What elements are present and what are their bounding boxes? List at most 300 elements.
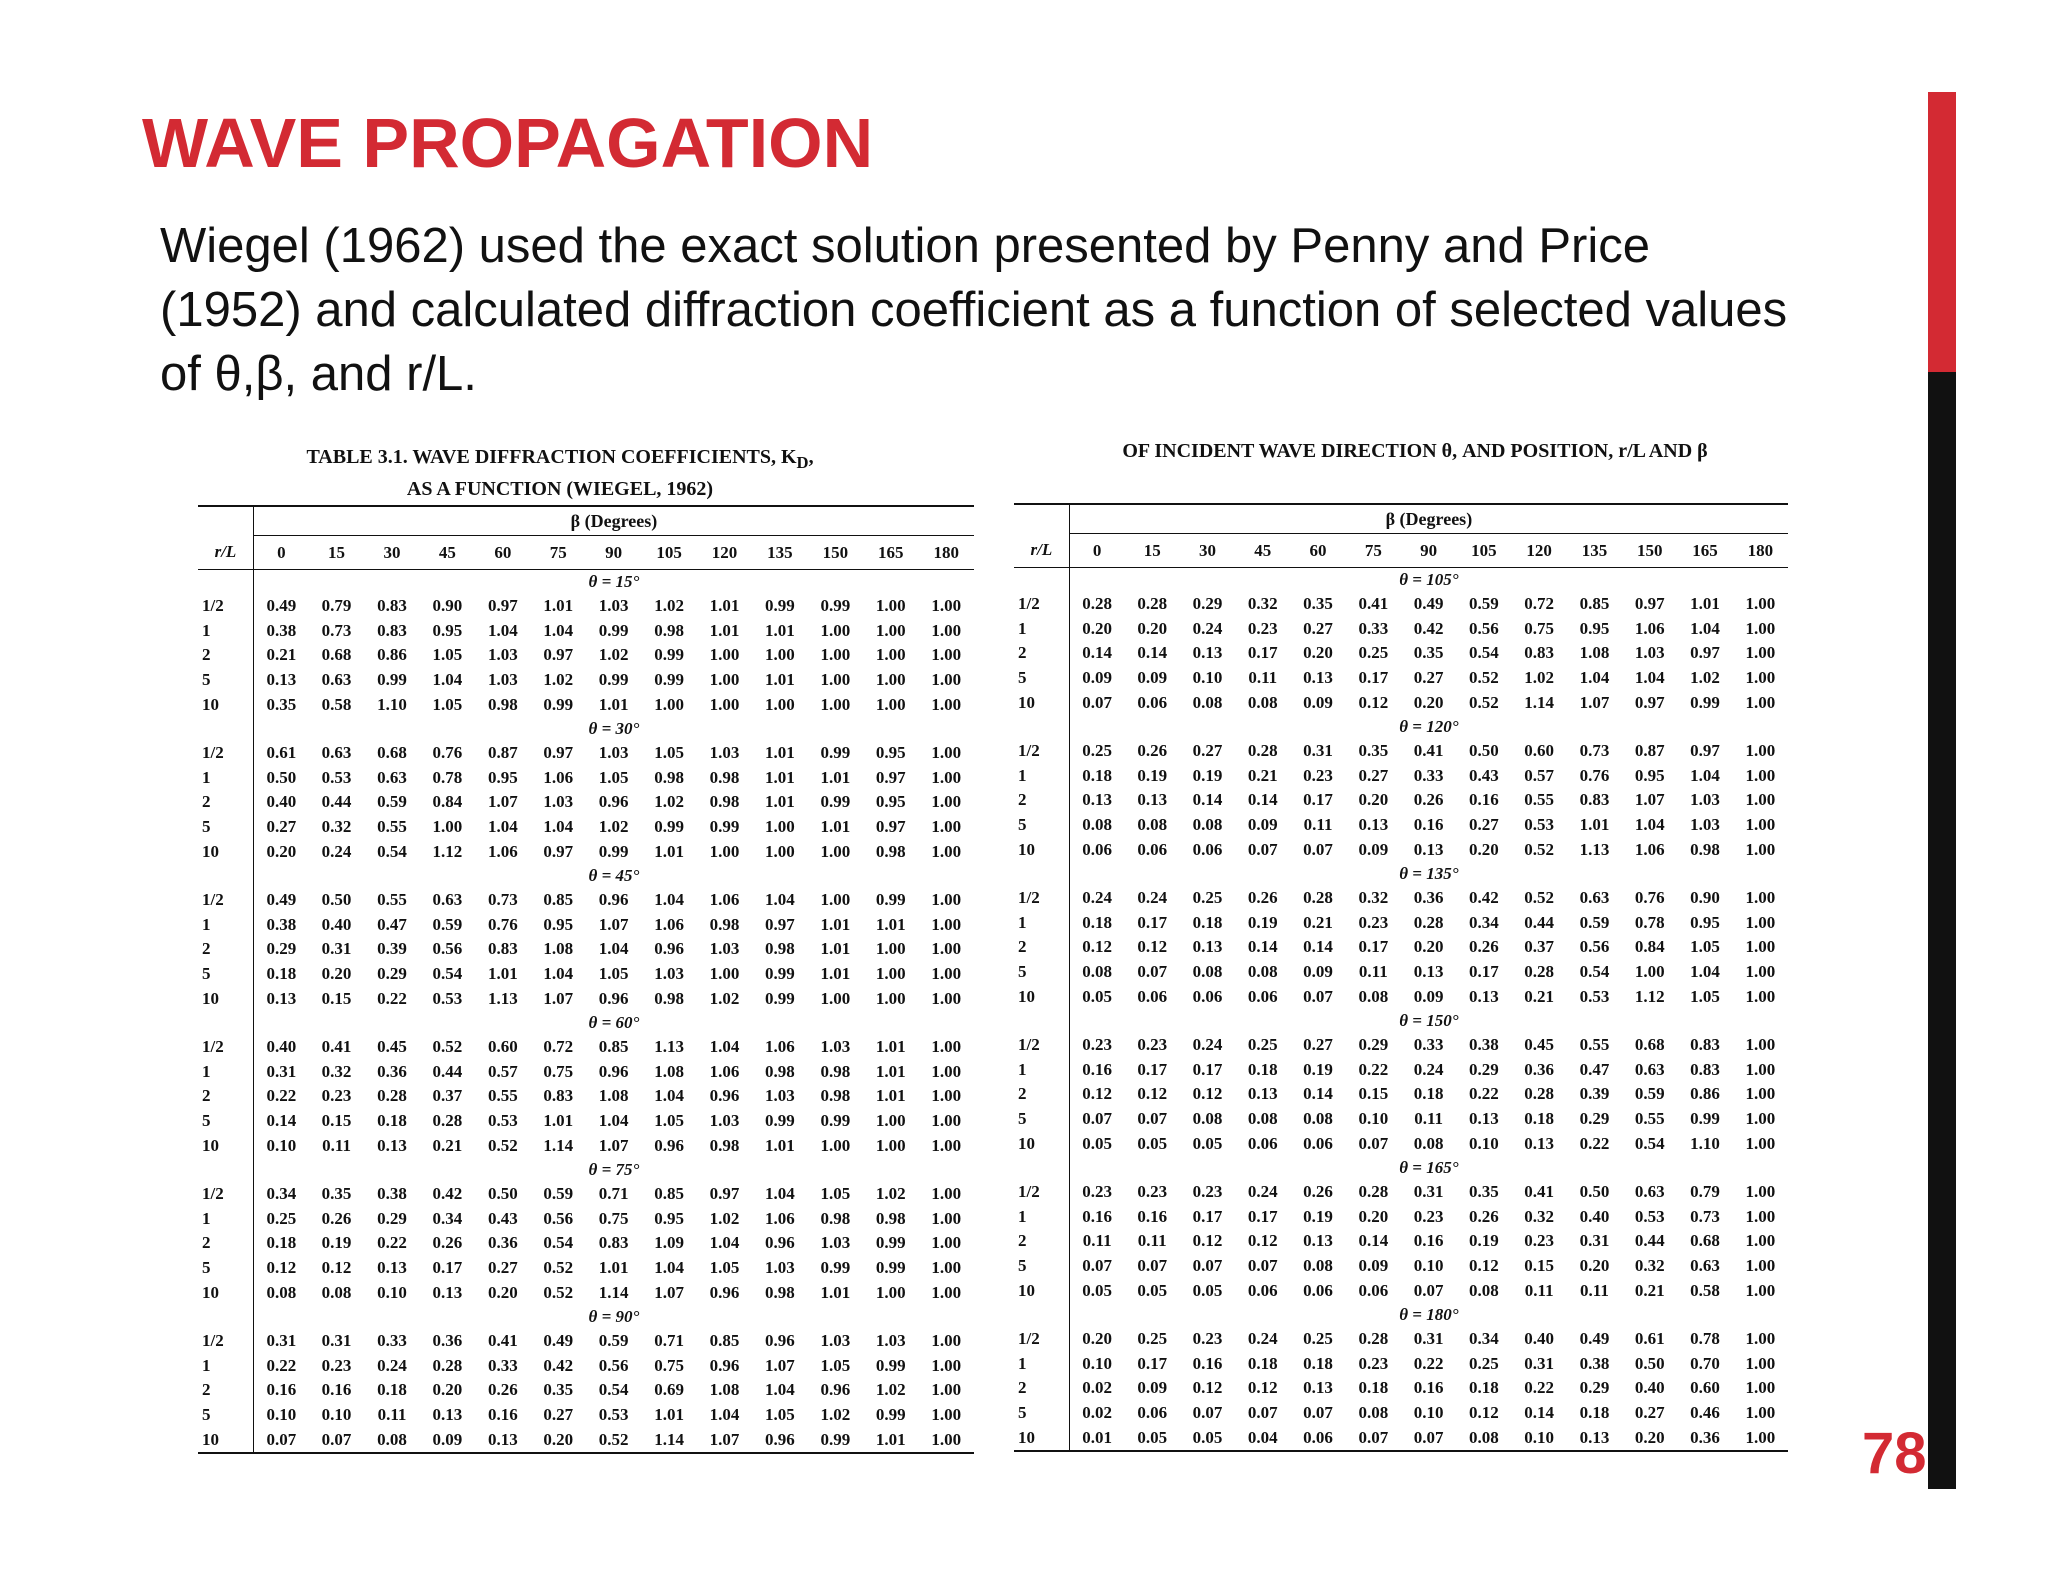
beta-degrees-header: β (Degrees)	[1069, 504, 1788, 534]
kd-value: 0.14	[1303, 1084, 1333, 1104]
table-row	[1014, 1401, 1788, 1426]
kd-value: 1.03	[487, 645, 518, 665]
kd-value: 0.97	[1690, 741, 1720, 761]
kd-value: 0.99	[820, 792, 851, 812]
kd-value: 0.36	[1524, 1059, 1555, 1079]
kd-value: 0.45	[1524, 1035, 1555, 1055]
kd-value: 0.42	[543, 1355, 574, 1375]
kd-value: 0.49	[1413, 594, 1444, 614]
kd-value: 1.00	[875, 939, 906, 959]
kd-value: 0.19	[1469, 1231, 1499, 1251]
rl-value: 5	[1014, 813, 1069, 838]
kd-value: 0.05	[1192, 1280, 1223, 1300]
kd-value: 1.00	[1745, 1378, 1776, 1398]
kd-value: 1.10	[377, 694, 407, 714]
rl-value: 1	[1014, 1351, 1069, 1376]
kd-value: 0.87	[487, 743, 518, 763]
kd-value: 1.00	[1745, 1035, 1776, 1055]
kd-value: 1.08	[543, 939, 574, 959]
kd-value: 0.08	[1247, 692, 1278, 712]
kd-value: 0.04	[1247, 1427, 1278, 1447]
kd-value: 0.31	[1413, 1329, 1444, 1349]
kd-value: 0.29	[1579, 1108, 1610, 1128]
kd-value: 0.13	[1579, 1427, 1610, 1447]
kd-value: 0.59	[1634, 1084, 1665, 1104]
kd-value: 1.00	[931, 694, 962, 714]
kd-value: 0.78	[1634, 912, 1665, 932]
kd-value: 0.61	[1634, 1329, 1665, 1349]
kd-value: 0.07	[321, 1429, 352, 1449]
kd-value: 0.43	[487, 1208, 518, 1228]
rl-value: 5	[198, 815, 253, 840]
kd-value: 0.99	[709, 817, 740, 837]
kd-value: 0.98	[709, 914, 740, 934]
kd-value: 1.04	[654, 1086, 684, 1106]
kd-value: 0.84	[432, 792, 463, 812]
kd-value: 0.76	[1634, 888, 1665, 908]
kd-value: 0.99	[820, 1257, 851, 1277]
kd-value: 0.28	[1137, 594, 1168, 614]
kd-value: 0.32	[321, 1061, 352, 1081]
kd-value: 0.53	[432, 988, 463, 1008]
kd-value: 0.16	[321, 1380, 352, 1400]
kd-value: 0.28	[1303, 888, 1333, 908]
table-row	[198, 1084, 974, 1109]
beta-column-header: 0	[1069, 534, 1124, 568]
kd-value: 1.00	[931, 1086, 962, 1106]
body-line-2: (1952) and calculated diffraction coefficient as a function of selected values	[160, 283, 1788, 337]
kd-value: 1.01	[820, 1282, 851, 1302]
kd-value: 0.06	[1137, 1402, 1168, 1422]
kd-value: 0.10	[1358, 1108, 1389, 1128]
rl-value: 1	[198, 913, 253, 938]
theta-label: θ = 90°	[588, 1306, 640, 1326]
table-row	[1014, 984, 1788, 1009]
kd-value: 0.22	[1524, 1378, 1555, 1398]
rl-value: 1/2	[198, 1182, 253, 1207]
kd-value: 1.01	[875, 1061, 906, 1081]
kd-value: 0.40	[266, 1037, 297, 1057]
kd-value: 0.13	[377, 1257, 407, 1277]
kd-value: 0.10	[266, 1404, 297, 1424]
kd-value: 0.95	[654, 1208, 684, 1228]
kd-value: 0.97	[1634, 594, 1665, 614]
kd-value: 0.36	[432, 1331, 463, 1351]
rl-value: 10	[198, 1133, 253, 1158]
rl-value: 1/2	[1014, 739, 1069, 764]
kd-value: 0.99	[820, 1110, 851, 1130]
kd-value: 0.13	[1303, 1231, 1333, 1251]
kd-value: 1.00	[931, 1061, 962, 1081]
kd-value: 1.12	[1634, 986, 1665, 1006]
kd-value: 0.50	[487, 1184, 518, 1204]
kd-value: 1.00	[820, 841, 851, 861]
theta-label: θ = 75°	[588, 1159, 640, 1179]
kd-value: 0.26	[1469, 937, 1499, 957]
kd-value: 0.20	[1082, 618, 1113, 638]
table-row	[1014, 1058, 1788, 1083]
kd-value: 0.28	[1358, 1182, 1389, 1202]
kd-value: 0.18	[1247, 1353, 1278, 1373]
kd-value: 1.07	[1634, 790, 1665, 810]
kd-value: 0.23	[321, 1086, 352, 1106]
kd-value: 1.00	[931, 1208, 962, 1228]
kd-value: 0.99	[765, 596, 795, 616]
kd-value: 0.75	[543, 1061, 574, 1081]
kd-value: 0.05	[1137, 1427, 1168, 1447]
kd-value: 0.95	[875, 743, 906, 763]
kd-value: 0.08	[377, 1429, 407, 1449]
kd-value: 0.12	[1247, 1378, 1278, 1398]
kd-value: 0.22	[266, 1355, 297, 1375]
kd-value: 0.05	[1192, 1427, 1223, 1447]
kd-value: 0.06	[1247, 1280, 1278, 1300]
theta-row-spacer	[1014, 1009, 1069, 1033]
beta-column-header: 30	[364, 536, 419, 570]
kd-value: 1.07	[709, 1429, 740, 1449]
kd-value: 1.07	[487, 792, 518, 812]
kd-value: 1.00	[875, 964, 906, 984]
kd-value: 0.13	[1413, 962, 1444, 982]
kd-value: 0.59	[1579, 912, 1610, 932]
kd-value: 0.83	[377, 596, 407, 616]
rl-value: 1	[198, 619, 253, 644]
kd-value: 0.16	[1137, 1206, 1168, 1226]
kd-value: 0.09	[1082, 668, 1113, 688]
theta-row-spacer	[198, 1011, 253, 1035]
table-row	[198, 1280, 974, 1305]
kd-value: 0.07	[266, 1429, 297, 1449]
rl-value: 1/2	[1014, 1327, 1069, 1352]
kd-value: 1.03	[487, 670, 518, 690]
kd-value: 1.04	[1579, 668, 1610, 688]
kd-value: 0.97	[709, 1184, 740, 1204]
rl-value: 1/2	[198, 888, 253, 913]
accent-bar-black	[1928, 372, 1956, 1489]
kd-value: 0.56	[1469, 618, 1499, 638]
kd-value: 0.44	[432, 1061, 463, 1081]
kd-value: 0.83	[1579, 790, 1610, 810]
kd-value: 0.78	[432, 767, 463, 787]
kd-value: 0.11	[1524, 1280, 1554, 1300]
kd-value: 0.23	[1413, 1206, 1444, 1226]
kd-value: 1.09	[654, 1233, 684, 1253]
kd-value: 0.90	[1690, 888, 1720, 908]
kd-value: 0.28	[1524, 962, 1555, 982]
kd-value: 0.19	[1192, 765, 1223, 785]
kd-value: 0.28	[1247, 741, 1278, 761]
kd-value: 1.00	[1745, 937, 1776, 957]
rl-value: 5	[198, 668, 253, 693]
kd-value: 0.96	[598, 1061, 629, 1081]
kd-value: 0.09	[1303, 692, 1333, 712]
kd-value: 0.37	[432, 1086, 463, 1106]
kd-value: 0.16	[1413, 1231, 1444, 1251]
kd-value: 0.23	[1358, 1353, 1389, 1373]
beta-column-header: 150	[808, 536, 863, 570]
kd-value: 0.17	[1192, 1059, 1223, 1079]
kd-value: 1.02	[875, 1184, 906, 1204]
kd-value: 0.28	[1358, 1329, 1389, 1349]
kd-value: 0.78	[1690, 1329, 1720, 1349]
kd-value: 0.33	[1358, 618, 1389, 638]
kd-value: 0.08	[1192, 815, 1223, 835]
kd-value: 0.79	[321, 596, 352, 616]
kd-value: 0.11	[1580, 1280, 1609, 1300]
kd-value: 0.13	[1137, 790, 1168, 810]
kd-value: 1.01	[765, 1135, 795, 1155]
kd-value: 0.14	[1247, 790, 1278, 810]
kd-value: 1.07	[598, 1135, 629, 1155]
table-row	[198, 839, 974, 864]
body-line-3: of θ,β, and r/L.	[160, 347, 477, 401]
kd-value: 0.54	[1469, 643, 1499, 663]
kd-value: 1.14	[1524, 692, 1555, 712]
kd-value: 0.14	[1137, 643, 1168, 663]
kd-value: 0.49	[266, 596, 297, 616]
kd-value: 0.06	[1192, 839, 1223, 859]
kd-value: 0.54	[377, 841, 407, 861]
kd-value: 1.04	[1634, 815, 1665, 835]
kd-value: 1.01	[765, 670, 795, 690]
kd-value: 1.02	[709, 988, 740, 1008]
kd-value: 0.17	[1137, 1059, 1168, 1079]
kd-value: 0.22	[377, 1233, 407, 1253]
kd-value: 0.99	[377, 670, 407, 690]
kd-value: 0.24	[1137, 888, 1168, 908]
kd-value: 1.04	[598, 1110, 629, 1130]
kd-value: 0.83	[543, 1086, 574, 1106]
kd-value: 0.28	[432, 1355, 463, 1375]
kd-value: 0.33	[1413, 1035, 1444, 1055]
kd-value: 0.22	[266, 1086, 297, 1106]
kd-value: 1.00	[931, 792, 962, 812]
table-row	[1014, 1180, 1788, 1205]
kd-value: 0.54	[432, 964, 463, 984]
kd-value: 0.06	[1137, 986, 1168, 1006]
kd-value: 1.00	[931, 964, 962, 984]
kd-value: 0.96	[598, 988, 629, 1008]
beta-column-header: 165	[863, 536, 918, 570]
table-row	[1014, 813, 1788, 838]
kd-value: 0.17	[1247, 643, 1278, 663]
rl-value: 10	[1014, 837, 1069, 862]
rl-value: 2	[198, 937, 253, 962]
theta-label: θ = 45°	[588, 865, 640, 885]
kd-value: 1.04	[487, 817, 518, 837]
kd-value: 1.04	[1634, 668, 1665, 688]
kd-value: 0.60	[1690, 1378, 1720, 1398]
kd-value: 0.27	[1469, 815, 1499, 835]
kd-value: 0.50	[1579, 1182, 1610, 1202]
kd-value: 0.98	[709, 792, 740, 812]
kd-value: 0.06	[1303, 1427, 1333, 1447]
kd-value: 1.00	[1745, 790, 1776, 810]
kd-value: 1.00	[1745, 1329, 1776, 1349]
theta-row-spacer	[198, 717, 253, 741]
kd-value: 0.53	[1634, 1206, 1665, 1226]
kd-value: 0.23	[1137, 1035, 1168, 1055]
rl-value: 10	[198, 839, 253, 864]
kd-value: 1.01	[543, 1110, 574, 1130]
kd-value: 0.26	[1469, 1206, 1499, 1226]
kd-value: 0.17	[1137, 1353, 1168, 1373]
table-row	[198, 692, 974, 717]
kd-value: 0.11	[1137, 1231, 1167, 1251]
kd-value: 0.35	[1358, 741, 1389, 761]
kd-value: 1.00	[875, 645, 906, 665]
kd-value: 0.97	[543, 645, 574, 665]
table-row	[1014, 1107, 1788, 1132]
kd-value: 0.61	[266, 743, 297, 763]
slide-body-text	[160, 214, 1920, 406]
kd-value: 0.96	[765, 1331, 795, 1351]
kd-value: 0.08	[1192, 692, 1223, 712]
kd-value: 0.10	[266, 1135, 297, 1155]
kd-value: 0.59	[598, 1331, 629, 1351]
kd-value: 1.00	[1745, 1353, 1776, 1373]
kd-value: 0.99	[765, 988, 795, 1008]
rl-value: 2	[1014, 935, 1069, 960]
rl-value: 1/2	[1014, 886, 1069, 911]
kd-value: 0.87	[1634, 741, 1665, 761]
kd-value: 1.04	[543, 817, 574, 837]
kd-value: 0.29	[266, 939, 297, 959]
kd-value: 0.02	[1082, 1378, 1113, 1398]
kd-value: 1.02	[543, 670, 574, 690]
kd-value: 0.23	[1247, 618, 1278, 638]
kd-value: 1.00	[1745, 1206, 1776, 1226]
table-row	[198, 913, 974, 938]
kd-value: 0.50	[1634, 1353, 1665, 1373]
kd-value: 0.49	[1579, 1329, 1610, 1349]
kd-value: 1.00	[820, 1135, 851, 1155]
rl-value: 10	[1014, 1425, 1069, 1451]
theta-row-spacer	[1014, 1156, 1069, 1180]
kd-value: 0.27	[1358, 765, 1389, 785]
kd-value: 0.31	[1413, 1182, 1444, 1202]
kd-value: 0.52	[487, 1135, 518, 1155]
kd-value: 1.04	[709, 1404, 740, 1424]
kd-value: 0.07	[1358, 1427, 1389, 1447]
kd-value: 1.01	[709, 596, 740, 616]
kd-value: 0.23	[321, 1355, 352, 1375]
kd-value: 1.01	[543, 596, 574, 616]
rl-value: 2	[198, 790, 253, 815]
kd-value: 0.24	[321, 841, 352, 861]
rl-value: 1	[198, 1206, 253, 1231]
kd-value: 0.13	[1358, 815, 1389, 835]
kd-value: 1.00	[931, 743, 962, 763]
kd-value: 0.10	[321, 1404, 352, 1424]
kd-value: 1.00	[1745, 912, 1776, 932]
table-row	[1014, 788, 1788, 813]
beta-column-header: 135	[752, 536, 807, 570]
kd-value: 1.00	[820, 670, 851, 690]
kd-value: 0.98	[1690, 839, 1720, 859]
kd-value: 1.05	[1690, 937, 1720, 957]
kd-value: 1.00	[765, 817, 795, 837]
kd-value: 0.18	[377, 1110, 407, 1130]
kd-value: 0.05	[1082, 986, 1113, 1006]
kd-value: 0.08	[1469, 1427, 1499, 1447]
kd-value: 1.05	[654, 743, 684, 763]
kd-value: 0.18	[1082, 912, 1113, 932]
table-row	[198, 1403, 974, 1428]
kd-value: 1.00	[931, 1233, 962, 1253]
kd-value: 0.52	[543, 1257, 574, 1277]
kd-value: 0.25	[1358, 643, 1389, 663]
kd-value: 0.60	[487, 1037, 518, 1057]
kd-value: 0.13	[1303, 668, 1333, 688]
kd-value: 1.03	[765, 1257, 795, 1277]
kd-value: 0.08	[1413, 1133, 1444, 1153]
kd-value: 0.17	[1247, 1206, 1278, 1226]
kd-value: 0.98	[765, 939, 795, 959]
kd-value: 0.83	[1690, 1059, 1720, 1079]
kd-value: 0.55	[1579, 1035, 1610, 1055]
kd-value: 0.35	[1413, 643, 1444, 663]
kd-value: 1.00	[820, 988, 851, 1008]
kd-value: 0.28	[1524, 1084, 1555, 1104]
kd-value: 0.20	[1358, 790, 1389, 810]
kd-value: 1.02	[820, 1404, 851, 1424]
kd-value: 1.05	[765, 1404, 795, 1424]
kd-value: 1.01	[1690, 594, 1720, 614]
kd-value: 1.00	[1745, 1108, 1776, 1128]
kd-value: 1.01	[765, 792, 795, 812]
theta-label: θ = 150°	[1399, 1010, 1459, 1030]
kd-value: 0.10	[1469, 1133, 1499, 1153]
theta-row-spacer	[1014, 715, 1069, 739]
table-row	[198, 668, 974, 693]
kd-value: 0.06	[1247, 986, 1278, 1006]
kd-value: 0.52	[1524, 839, 1555, 859]
kd-value: 0.42	[1469, 888, 1499, 908]
kd-value: 0.18	[1247, 1059, 1278, 1079]
kd-value: 0.08	[1192, 962, 1223, 982]
kd-value: 1.00	[931, 645, 962, 665]
kd-value: 0.57	[1524, 765, 1555, 785]
kd-value: 0.23	[1303, 765, 1333, 785]
table-row	[1014, 1082, 1788, 1107]
kd-value: 0.47	[377, 914, 407, 934]
kd-value: 0.21	[1634, 1280, 1665, 1300]
kd-value: 0.21	[1303, 912, 1333, 932]
slide-title: WAVE PROPAGATION	[142, 104, 874, 182]
rl-column-header: r/L	[198, 536, 253, 570]
kd-value: 0.97	[487, 596, 518, 616]
kd-value: 1.00	[875, 670, 906, 690]
kd-value: 0.60	[1524, 741, 1555, 761]
kd-value: 1.03	[1634, 643, 1665, 663]
kd-value: 1.00	[820, 694, 851, 714]
kd-value: 0.13	[432, 1404, 463, 1424]
kd-value: 1.14	[654, 1429, 684, 1449]
kd-value: 1.13	[487, 988, 518, 1008]
kd-value: 0.15	[321, 1110, 352, 1130]
kd-value: 1.01	[820, 767, 851, 787]
kd-value: 0.18	[1469, 1378, 1499, 1398]
table-row	[1014, 1254, 1788, 1279]
kd-value: 0.31	[266, 1331, 297, 1351]
kd-value: 0.73	[321, 620, 352, 640]
kd-value: 0.32	[1358, 888, 1389, 908]
table-row	[1014, 1204, 1788, 1229]
kd-value: 0.98	[820, 1208, 851, 1228]
theta-row-spacer	[198, 570, 253, 595]
kd-value: 1.00	[1745, 962, 1776, 982]
